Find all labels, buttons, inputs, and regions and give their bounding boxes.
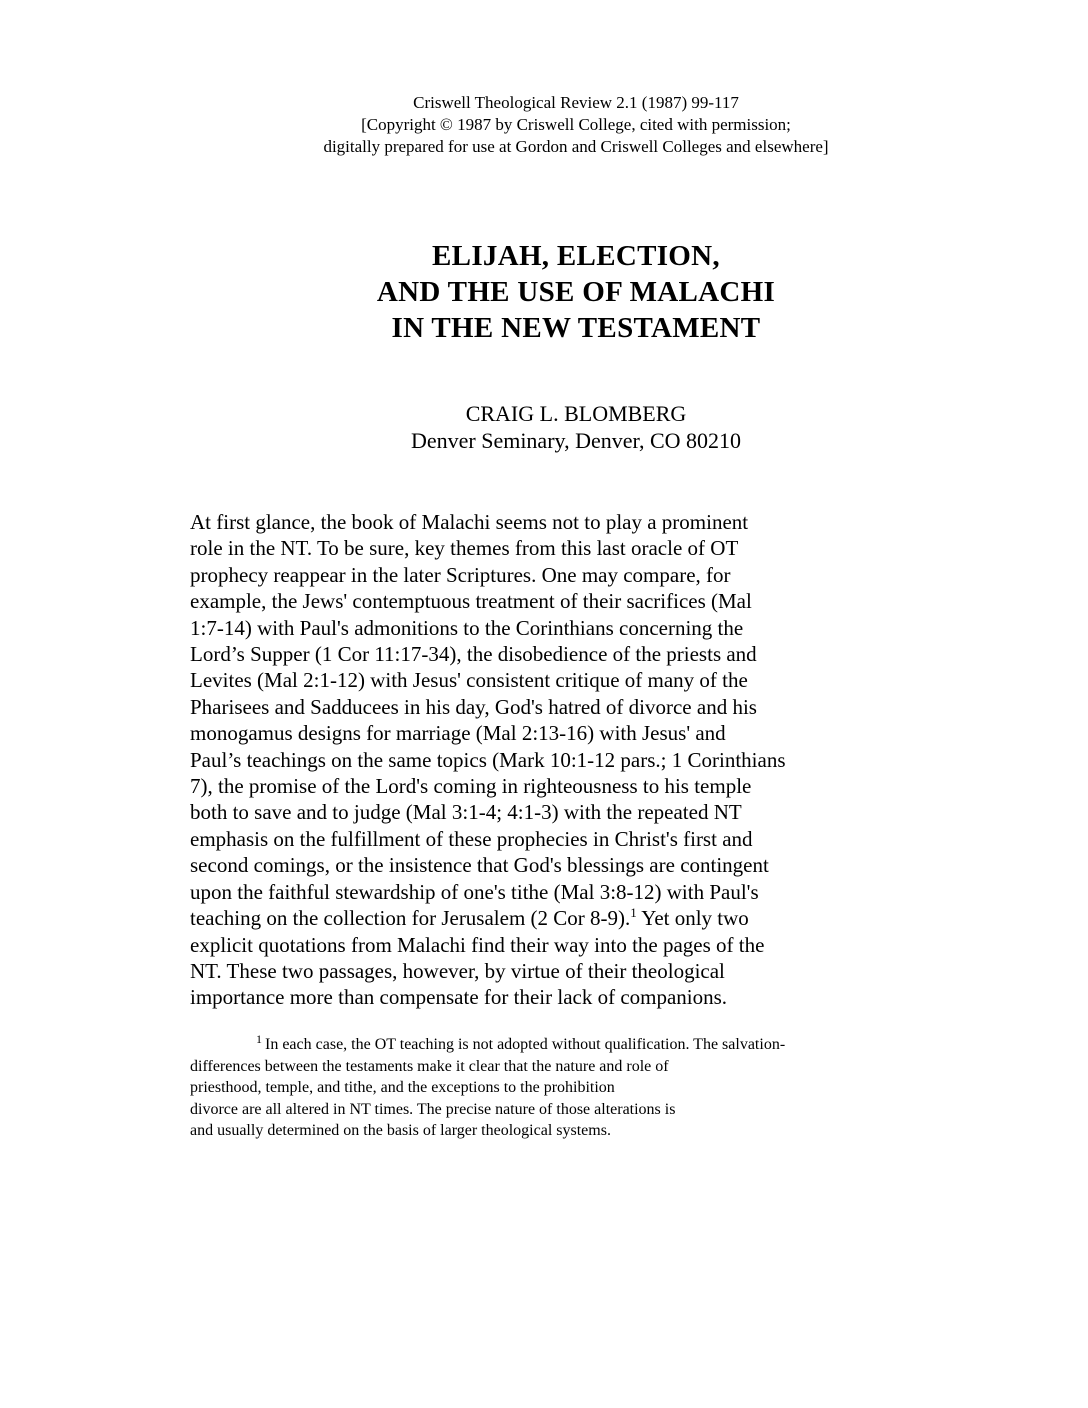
body-line: explicit quotations from Malachi find their way into the pages of the [190,932,765,957]
author-affiliation: Denver Seminary, Denver, CO 80210 [410,428,742,453]
journal-header [200,92,952,158]
digital-note-line: digitally prepared for use at Gordon and Criswell Colleges and elsewhere] [323,137,829,156]
author-block [200,400,952,454]
footnote-line: differences between the testaments make it clear that the nature and role of [190,1057,669,1075]
body-line: 7), the promise of the Lord's coming in righteousness to his temple [190,774,752,799]
footnote-line: priesthood, temple, and tithe, and the exceptions to the prohibition [190,1079,615,1096]
body-line: emphasis on the fulfillment of these prophecies in Christ's first and [190,826,753,851]
footnote-first-line [190,1034,930,1056]
body-line: NT. These two passages, however, by virtue of their theological [190,958,725,983]
body-text-segment: teaching on the collection for Jerusalem (2 Cor 8-9). [190,906,631,931]
body-line: 1:7-14) with Paul's admonitions to the Corinthians concerning the [190,615,744,640]
footnote-reference[interactable]: 1 [630,905,637,921]
body-line: second comings, or the insistence that God's blessings are contingent [190,853,769,878]
title-line-1: ELIJAH, ELECTION, [432,240,720,272]
body-line: upon the faithful stewardship of one's tithe (Mal 3:8-12) with Paul's [190,879,759,904]
body-line: example, the Jews' contemptuous treatment of their sacrifices (Mal [190,589,752,614]
title-line-2: AND THE USE OF MALACHI [376,276,776,308]
body-line: monogamus designs for marriage (Mal 2:13-16) with Jesus' and [190,721,726,746]
footnote-text: In each case, the OT teaching is not adopted without qualification. The salvation- [265,1036,786,1053]
body-line: importance more than compensate for their lack of companions. [190,985,728,1010]
copyright-line: [Copyright © 1987 by Criswell College, cited with permission; [361,115,791,134]
article-title [200,238,952,346]
body-line: Paul’s teachings on the same topics (Mark 10:1-12 pars.; 1 Corinthians [190,747,786,772]
body-line-with-footnote [190,905,870,931]
body-paragraph [190,509,870,1011]
footnote [190,1034,930,1142]
body-line: Pharisees and Sadducees in his day, God's hatred of divorce and his [190,694,757,719]
body-line: prophecy reappear in the later Scriptures. One may compare, for [190,562,731,587]
author-name: CRAIG L. BLOMBERG [465,401,687,426]
body-line: Lord’s Supper (1 Cor 11:17-34), the disobedience of the priests and [190,642,757,667]
body-line: role in the NT. To be sure, key themes from this last oracle of OT [190,536,739,561]
body-text-segment: Yet only two [636,906,749,931]
footnote-line: divorce are all altered in NT times. The precise nature of those alterations is [190,1100,676,1118]
footnote-line: and usually determined on the basis of larger theological systems. [190,1122,611,1139]
body-line: Levites (Mal 2:1-12) with Jesus' consistent critique of many of the [190,668,748,693]
journal-citation: Criswell Theological Review 2.1 (1987) 99-117 [413,93,739,112]
body-line: At first glance, the book of Malachi seems not to play a prominent [190,510,749,534]
body-line: both to save and to judge (Mal 3:1-4; 4:1-3) with the repeated NT [190,800,742,825]
footnote-mark: 1 [256,1032,262,1046]
title-line-3: IN THE NEW TESTAMENT [391,312,761,344]
